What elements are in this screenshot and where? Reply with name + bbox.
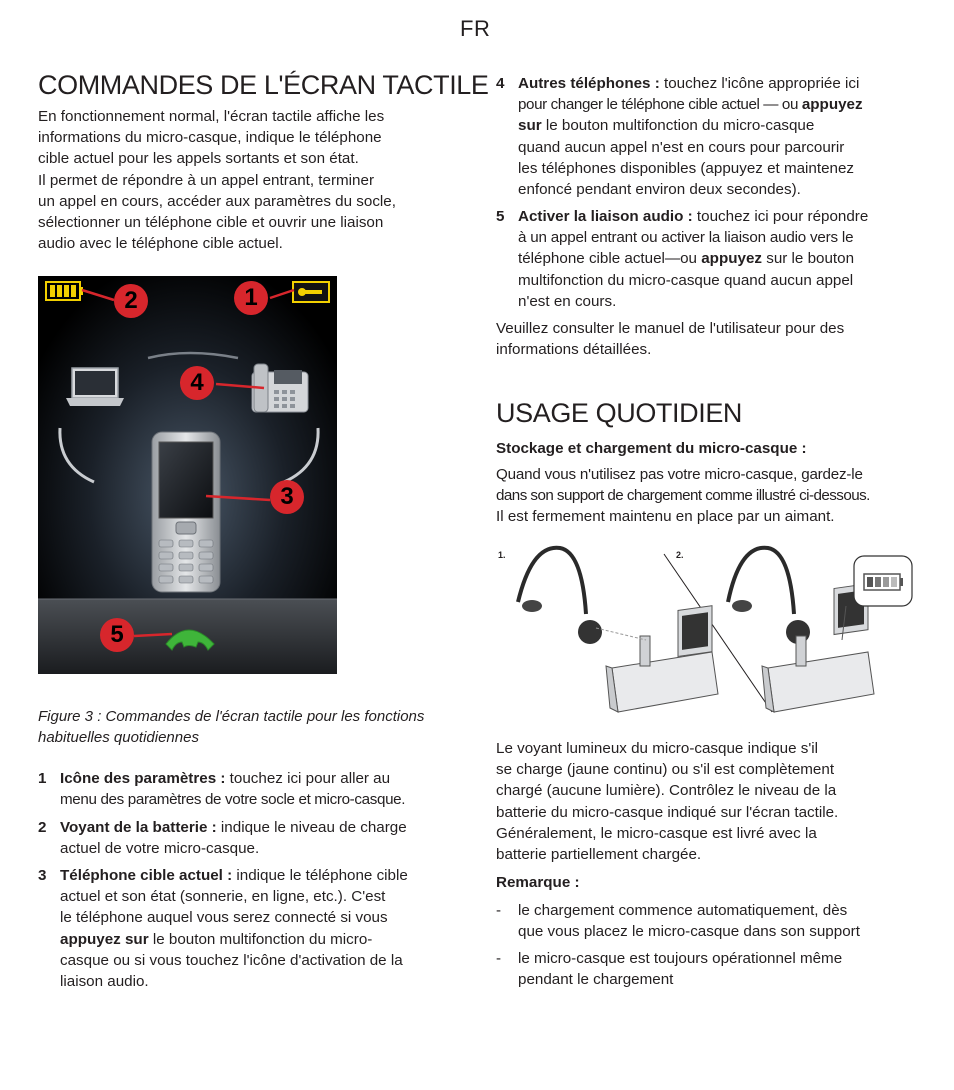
led-line: batterie du micro-casque indiqué sur l'écran tactile. bbox=[496, 803, 839, 821]
item-term: Activer la liaison audio : bbox=[518, 208, 693, 225]
item-text: touchez ici pour aller au bbox=[225, 770, 391, 787]
charging-base-icon bbox=[606, 606, 718, 712]
manual-reference bbox=[496, 318, 926, 360]
figure-label-2: 2. bbox=[676, 550, 684, 560]
item-emphasis: appuyez bbox=[801, 96, 863, 114]
intro-line: En fonctionnement normal, l'écran tactile affiche les bbox=[38, 108, 385, 125]
led-paragraph bbox=[496, 738, 936, 865]
callout-5: 5 bbox=[100, 618, 134, 652]
laptop-icon bbox=[66, 368, 124, 406]
callout-1: 1 bbox=[234, 281, 268, 315]
led-line: se charge (jaune continu) ou s'il est complètement bbox=[496, 761, 835, 779]
charging-figure bbox=[496, 544, 916, 714]
storage-line: Quand vous n'utilisez pas votre micro-casque, gardez-le bbox=[496, 466, 863, 483]
item-emphasis: appuyez sur bbox=[60, 930, 149, 948]
intro-line: informations du micro-casque, indique le téléphone bbox=[38, 129, 382, 147]
figure-label-1: 1. bbox=[498, 550, 506, 560]
item-number: 3 bbox=[38, 867, 47, 884]
note-text: le chargement commence automatiquement, dès bbox=[518, 902, 848, 919]
led-line: batterie partiellement chargée. bbox=[496, 846, 702, 864]
intro-line: audio avec le téléphone cible actuel. bbox=[38, 235, 283, 253]
note-text: le micro-casque est toujours opérationnel même bbox=[518, 950, 843, 967]
note-text: que vous placez le micro-casque dans son support bbox=[518, 923, 860, 941]
item-text: enfoncé pendant environ deux secondes). bbox=[518, 181, 801, 199]
headset-docked-icon bbox=[728, 548, 810, 644]
section-title-daily-use: USAGE QUOTIDIEN bbox=[496, 398, 743, 428]
item-text: téléphone cible actuel—ou bbox=[518, 250, 702, 268]
storage-line: dans son support de chargement comme illustré ci-dessous. bbox=[496, 487, 870, 505]
touchscreen-illustration bbox=[38, 276, 337, 674]
callout-3: 3 bbox=[270, 480, 304, 514]
item-number: 5 bbox=[496, 208, 505, 225]
headset-icon bbox=[518, 548, 602, 644]
touchscreen-figure bbox=[38, 276, 337, 674]
list-item bbox=[496, 206, 926, 316]
item-text: menu des paramètres de votre socle et micro-casque. bbox=[60, 791, 406, 809]
item-text: le téléphone auquel vous serez connecté si vous bbox=[60, 909, 388, 927]
item-text: multifonction du micro-casque quand aucun appel bbox=[518, 271, 854, 289]
caption-line: habituelles quotidiennes bbox=[38, 729, 199, 746]
intro-line: un appel en cours, accéder aux paramètres du socle, bbox=[38, 192, 396, 210]
item-text: les téléphones disponibles (appuyez et maintenez bbox=[518, 159, 855, 177]
item-text: le bouton multifonction du micro- bbox=[148, 930, 373, 948]
item-number: 2 bbox=[38, 819, 47, 836]
item-text: indique le niveau de charge bbox=[216, 819, 407, 836]
note-dash: - bbox=[496, 902, 502, 919]
item-text: indique le téléphone cible bbox=[232, 867, 408, 884]
note-item bbox=[496, 900, 926, 944]
item-text: quand aucun appel n'est en cours pour parcourir bbox=[518, 138, 845, 156]
intro-line: sélectionner un téléphone cible et ouvrir une liaison bbox=[38, 214, 384, 232]
note-title: Remarque : bbox=[496, 874, 580, 891]
item-text: sur le bouton bbox=[762, 250, 855, 268]
item-emphasis: sur bbox=[518, 117, 542, 135]
led-line: Généralement, le micro-casque est livré avec la bbox=[496, 824, 817, 842]
section-title-touchscreen: COMMANDES DE L'ÉCRAN TACTILE bbox=[38, 70, 489, 100]
item-term: Téléphone cible actuel : bbox=[60, 867, 233, 884]
note-dash: - bbox=[496, 950, 502, 967]
item-text: à un appel entrant ou activer la liaison audio vers le bbox=[518, 229, 854, 247]
item-text: casque ou si vous touchez l'icône d'activation de la bbox=[60, 951, 403, 969]
mobile-phone-icon bbox=[152, 432, 220, 592]
storage-subtitle: Stockage et chargement du micro-casque : bbox=[496, 440, 807, 457]
manual-line: Veuillez consulter le manuel de l'utilisateur pour des bbox=[496, 320, 845, 337]
item-number: 4 bbox=[496, 75, 505, 92]
item-number: 1 bbox=[38, 770, 47, 787]
figure-caption bbox=[38, 706, 468, 748]
note-text: pendant le chargement bbox=[518, 971, 674, 989]
item-text: touchez ici pour répondre bbox=[692, 208, 869, 225]
led-line: Le voyant lumineux du micro-casque indique s'il bbox=[496, 740, 819, 757]
language-code: FR bbox=[460, 16, 491, 41]
item-term: Icône des paramètres : bbox=[60, 770, 226, 787]
item-text: actuel de votre micro-casque. bbox=[60, 840, 260, 858]
callout-4: 4 bbox=[180, 366, 214, 400]
led-line: chargé (aucune lumière). Contrôlez le niveau de la bbox=[496, 782, 837, 800]
intro-line: cible actuel pour les appels sortants et son état. bbox=[38, 150, 359, 168]
item-text: liaison audio. bbox=[60, 973, 149, 991]
manual-line: informations détaillées. bbox=[496, 341, 652, 359]
intro-paragraph bbox=[38, 106, 468, 254]
item-text: actuel et son état (sonnerie, en ligne, etc.). C'est bbox=[60, 888, 386, 906]
headset-charging-illustration bbox=[496, 544, 916, 714]
item-term: Voyant de la batterie : bbox=[60, 819, 217, 836]
settings-icon bbox=[293, 282, 329, 302]
callout-2: 2 bbox=[114, 284, 148, 318]
item-emphasis: appuyez bbox=[701, 250, 762, 268]
storage-line: Il est fermement maintenu en place par un aimant. bbox=[496, 508, 835, 526]
item-text: pour changer le téléphone cible actuel — ou bbox=[518, 96, 802, 114]
caption-line: Figure 3 : Commandes de l'écran tactile pour les fonctions bbox=[38, 708, 425, 725]
item-text: le bouton multifonction du micro-casque bbox=[541, 117, 815, 135]
item-text: touchez l'icône appropriée ici bbox=[659, 75, 860, 92]
item-term: Autres téléphones : bbox=[518, 75, 660, 92]
list-item bbox=[496, 73, 926, 203]
item-text: n'est en cours. bbox=[518, 292, 617, 310]
storage-paragraph bbox=[496, 464, 936, 528]
list-item bbox=[38, 768, 468, 812]
list-item bbox=[38, 865, 468, 995]
intro-line: Il permet de répondre à un appel entrant, terminer bbox=[38, 171, 375, 189]
note-item bbox=[496, 948, 926, 992]
list-item bbox=[38, 817, 468, 861]
